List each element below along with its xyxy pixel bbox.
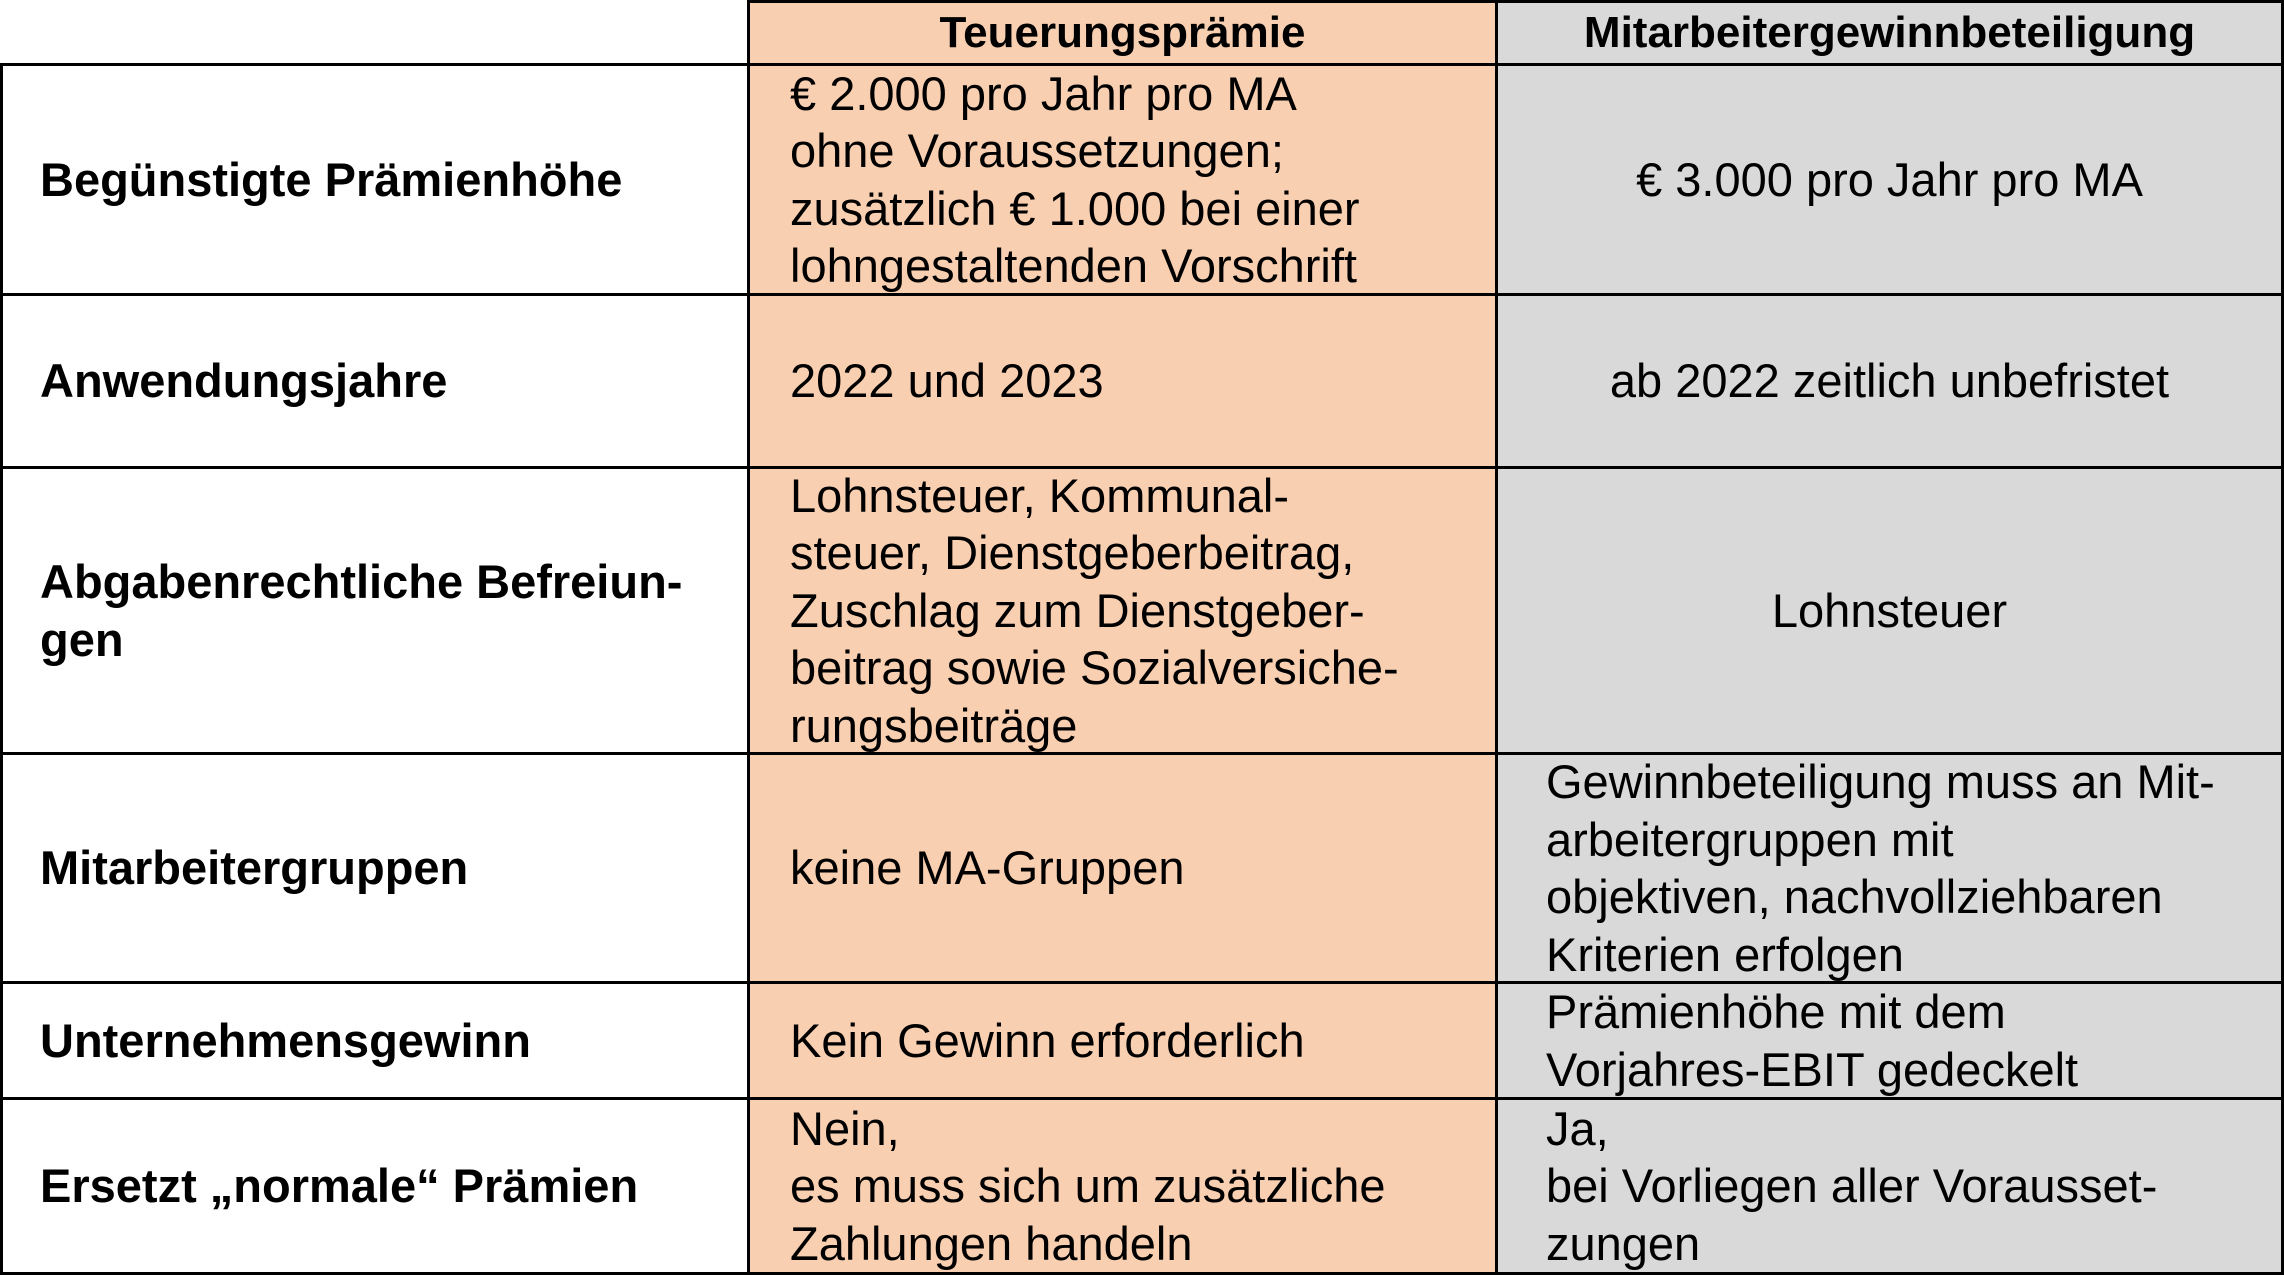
cell-text: 2022 und 2023 — [790, 354, 1104, 408]
cell-text: ab 2022 zeitlich unbefristet — [1609, 354, 2170, 408]
header-teuerungspraemie — [747, 0, 1498, 66]
gewinn-anwendungsjahre-cell — [1495, 293, 2284, 469]
row-label-text: Begünstigte Prämienhöhe — [40, 152, 623, 206]
gewinn-praemienhoehe-cell — [1495, 63, 2284, 296]
gewinn-unternehmensgewinn-cell — [1495, 981, 2284, 1100]
gewinn-befreiungen-cell — [1495, 466, 2284, 755]
cell-text: Nein, es muss sich um zusätzliche Zahlungen handeln — [790, 1101, 1386, 1270]
row-label-begünstigte-praemienhoehe — [0, 63, 750, 296]
teuerung-unternehmensgewinn-cell — [747, 981, 1498, 1100]
gewinn-mitarbeitergruppen-cell — [1495, 752, 2284, 984]
row-label-text: Abgabenrechtliche Befreiun- gen — [40, 554, 683, 666]
teuerung-ersetzt-praemien-cell — [747, 1097, 1498, 1275]
cell-text: Lohnsteuer, Kommunal- steuer, Dienstgeberbeitrag, Zuschlag zum Dienstgeber- beitrag sowie Sozialversiche- rungsbeiträge — [790, 468, 1399, 752]
header-mitarbeitergewinnbeteiligung-label: Mitarbeitergewinnbeteiligung — [1583, 8, 2196, 57]
cell-text: € 3.000 pro Jahr pro MA — [1636, 152, 2143, 206]
cell-text: € 2.000 pro Jahr pro MA ohne Voraussetzungen; zusätzlich € 1.000 bei einer lohngestaltenden Vorschrift — [790, 66, 1360, 292]
cell-text: keine MA-Gruppen — [790, 841, 1185, 895]
cell-text: Ja, bei Vorliegen aller Vorausset- zungen — [1546, 1101, 2158, 1270]
row-label-unternehmensgewinn — [0, 981, 750, 1100]
cell-text: Lohnsteuer — [1771, 583, 2008, 637]
header-teuerungspraemie-label: Teuerungsprämie — [939, 8, 1306, 57]
teuerung-praemienhoehe-cell — [747, 63, 1498, 296]
row-label-text: Anwendungsjahre — [40, 354, 448, 407]
teuerung-befreiungen-cell — [747, 466, 1498, 755]
row-label-text: Mitarbeitergruppen — [40, 841, 469, 894]
row-label-mitarbeitergruppen — [0, 752, 750, 984]
row-label-text: Unternehmensgewinn — [40, 1013, 531, 1067]
cell-text: Prämienhöhe mit dem Vorjahres-EBIT gedeckelt — [1546, 985, 2079, 1096]
cell-text: Gewinnbeteiligung muss an Mit- arbeitergruppen mit objektiven, nachvollziehbaren Kriterien erfolgen — [1546, 755, 2215, 981]
teuerung-mitarbeitergruppen-cell — [747, 752, 1498, 984]
cell-text: Kein Gewinn erforderlich — [790, 1013, 1305, 1067]
teuerung-anwendungsjahre-cell — [747, 293, 1498, 469]
row-label-text: Ersetzt „normale“ Prämien — [40, 1159, 639, 1212]
row-label-abgabenrechtliche-befreiungen — [0, 466, 750, 755]
header-mitarbeitergewinnbeteiligung — [1495, 0, 2284, 66]
gewinn-ersetzt-praemien-cell — [1495, 1097, 2284, 1275]
row-label-ersetzt-normale-praemien — [0, 1097, 750, 1275]
row-label-anwendungsjahre — [0, 293, 750, 469]
